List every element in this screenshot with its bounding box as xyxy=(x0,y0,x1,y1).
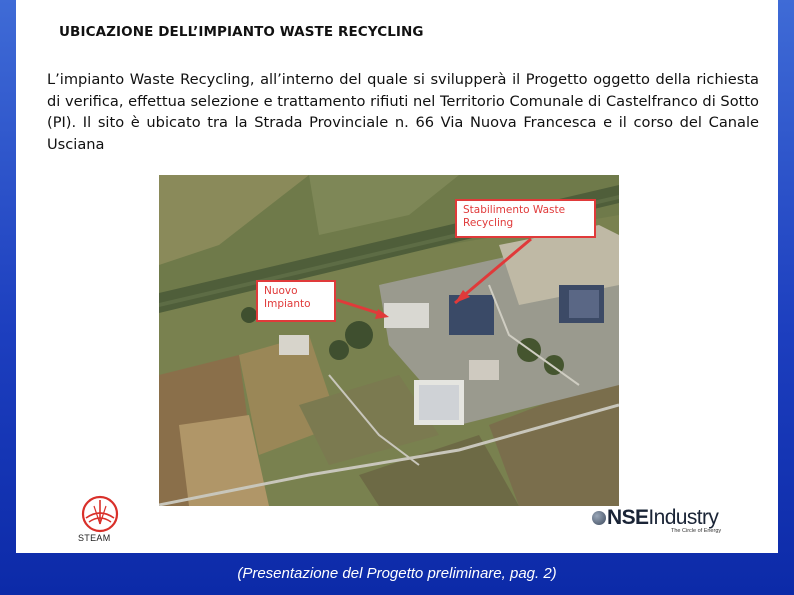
slide-caption: (Presentazione del Progetto preliminare, pag. 2) xyxy=(237,565,557,582)
slide-body-text: L’impianto Waste Recycling, all’interno del quale si svilupperà il Progetto oggetto della richiesta di verifica, effettua selezione e trattamento rifiuti nel Territorio Comunale di Castelfranco di Sotto (PI). Il sito è ubicato tra la Strada Provinciale n. 66 Via Nuova Francesca e il corso del Canale Usciana xyxy=(47,71,759,153)
steam-logo-label: STEAM xyxy=(78,533,111,543)
slide-title: UBICAZIONE DELL’IMPIANTO WASTE RECYCLING xyxy=(59,24,424,40)
nse-wordmark xyxy=(607,506,718,530)
slide-panel xyxy=(16,0,778,553)
callout-new-plant: Nuovo Impianto xyxy=(256,280,336,322)
nse-globe-icon xyxy=(592,511,606,525)
aerial-map-image xyxy=(159,175,619,506)
nse-wordmark-light: Industry xyxy=(648,506,719,529)
nse-tagline: The Circle of Energy xyxy=(671,528,722,534)
callout-existing-plant: Stabilimento Waste Recycling xyxy=(455,199,596,238)
nse-industry-logo xyxy=(592,506,742,534)
nse-wordmark-bold: NSE xyxy=(607,506,649,529)
